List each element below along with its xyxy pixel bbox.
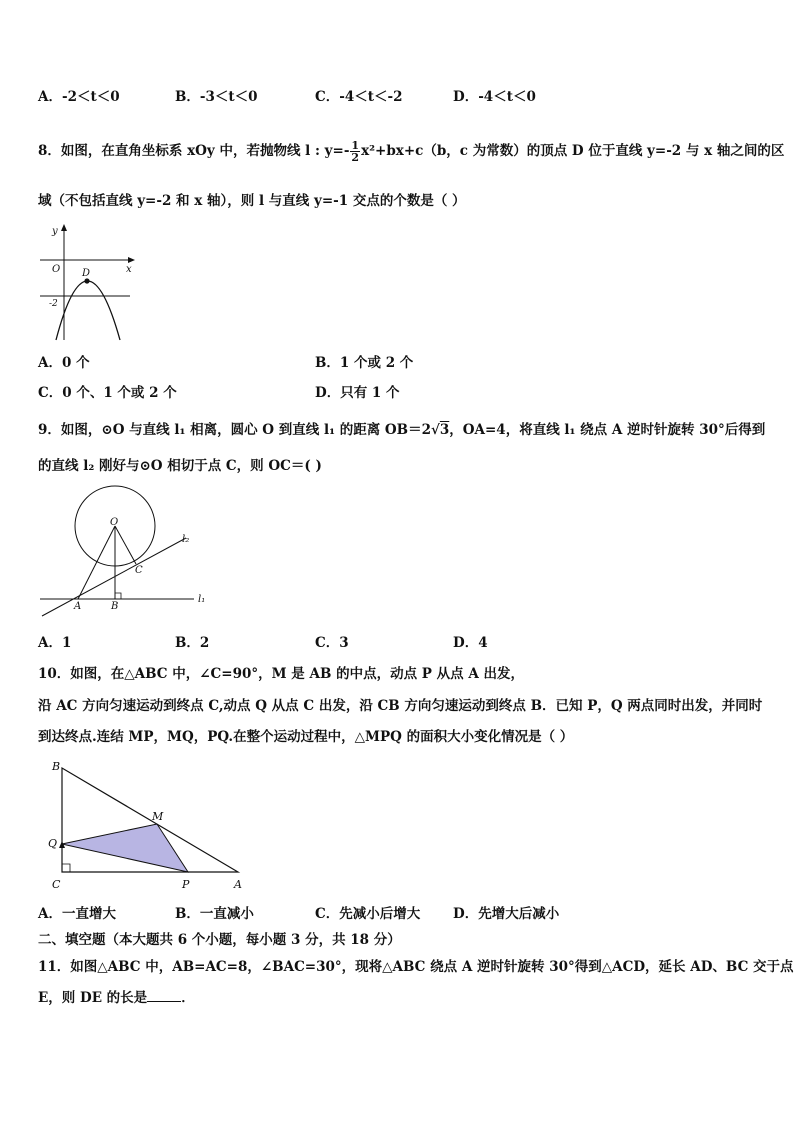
q11-answer-blank[interactable] <box>147 989 181 1002</box>
q11-text-b: ． <box>181 990 195 1006</box>
q8-question-line1 <box>38 140 784 163</box>
q8-label-d: D <box>82 268 91 279</box>
q8-frac-num: 1 <box>351 139 360 152</box>
q8-option-a[interactable]: A．0 个 <box>38 355 90 371</box>
q8-frac-den: 2 <box>351 151 360 164</box>
q11-text-a: E，则 DE 的长是 <box>38 990 148 1006</box>
section-title-fill-in: 二、填空题（本大题共 6 个小题，每小题 3 分，共 18 分） <box>38 932 401 948</box>
q10-option-a[interactable]: A．一直增大 <box>38 906 116 922</box>
q9-question-line2: 的直线 l₂ 刚好与⊙O 相切于点 C，则 OC＝( ) <box>38 458 322 474</box>
q10-label-b: B <box>52 760 61 773</box>
q7-option-b[interactable]: B．-3＜t＜0 <box>175 89 258 105</box>
q8-y-arrow <box>61 224 67 231</box>
q10-question-line2: 沿 AC 方向匀速运动到终点 C,动点 Q 从点 C 出发，沿 CB 方向匀速运动到终点 B．已知 P，Q 两点同时出发，并同时 <box>38 698 763 714</box>
q10-question-line1: 10．如图，在△ABC 中，∠C=90°，M 是 AB 的中点，动点 P 从点 A 出发， <box>38 666 525 682</box>
q7-option-d[interactable]: D．-4＜t＜0 <box>453 89 536 105</box>
q8-label-x: x <box>126 264 132 275</box>
q8-label-y: y <box>52 226 58 237</box>
q9-segment-oa <box>78 526 115 599</box>
q9-sqrt-sign: √ <box>430 422 440 438</box>
q9-label-l1: l₁ <box>198 594 206 605</box>
q8-option-d[interactable]: D．只有 1 个 <box>315 385 400 401</box>
q9-option-d[interactable]: D．4 <box>453 635 488 651</box>
q10-label-p: P <box>182 878 190 891</box>
q8-parabola <box>56 281 120 340</box>
q9-option-c[interactable]: C．3 <box>315 635 349 651</box>
q9-label-l2: l₂ <box>182 534 190 545</box>
q10-label-m: M <box>152 810 164 823</box>
q9-label-b: B <box>111 601 119 612</box>
q10-label-c: C <box>52 878 61 891</box>
q8-question-line2: 域（不包括直线 y=-2 和 x 轴），则 l 与直线 y=-1 交点的个数是（ ） <box>38 193 466 209</box>
q8-text-a: 8．如图，在直角坐标系 xOy 中，若抛物线 l : y=- <box>38 143 350 159</box>
q8-label-minus2: -2 <box>49 299 58 309</box>
q8-fraction <box>350 140 360 163</box>
q8-x-arrow <box>128 257 135 263</box>
q9-text-b: ，OA=4，将直线 l₁ 绕点 A 逆时针旋转 30°后得到 <box>449 422 766 438</box>
q9-label-a: A <box>74 601 82 612</box>
q9-text-a: 9．如图，⊙O 与直线 l₁ 相离，圆心 O 到直线 l₁ 的距离 OB＝2 <box>38 422 431 438</box>
q8-text-b: x²+bx+c（b，c 为常数）的顶点 D 位于直线 y=-2 与 x 轴之间的区 <box>361 143 785 159</box>
q10-label-a: A <box>234 878 242 891</box>
q10-question-line3: 到达终点.连结 MP，MQ，PQ.在整个运动过程中，△MPQ 的面积大小变化情况是（ ） <box>38 729 574 745</box>
q9-sqrt-value: 3 <box>439 422 450 438</box>
q9-label-o: O <box>110 517 119 528</box>
q9-figure <box>38 488 218 618</box>
q10-option-c[interactable]: C．先减小后增大 <box>315 906 421 922</box>
q10-option-b[interactable]: B．一直减小 <box>175 906 254 922</box>
q10-option-d[interactable]: D．先增大后减小 <box>453 906 560 922</box>
q9-option-a[interactable]: A．1 <box>38 635 72 651</box>
q7-option-c[interactable]: C．-4＜t＜-2 <box>315 89 403 105</box>
q8-vertex-point <box>84 278 89 283</box>
q9-option-b[interactable]: B．2 <box>175 635 210 651</box>
q10-label-q: Q <box>48 837 58 850</box>
q9-label-c: C <box>135 565 143 576</box>
q9-question-line1 <box>38 421 765 439</box>
q10-right-angle-mark <box>62 864 70 872</box>
q11-question-line1: 11．如图△ABC 中，AB=AC=8，∠BAC=30°，现将△ABC 绕点 A 逆时针旋转 30°得到△ACD，延长 AD、BC 交于点 <box>38 959 794 975</box>
q8-figure <box>38 222 138 342</box>
q10-figure <box>46 758 256 894</box>
q9-segment-oc <box>115 526 136 564</box>
q9-right-angle-mark <box>115 593 121 599</box>
q7-option-a[interactable]: A．-2＜t＜0 <box>38 89 120 105</box>
q8-option-c[interactable]: C．0 个、1 个或 2 个 <box>38 385 177 401</box>
q11-question-line2 <box>38 989 195 1007</box>
q8-option-b[interactable]: B．1 个或 2 个 <box>315 355 414 371</box>
q8-label-o: O <box>52 264 61 275</box>
